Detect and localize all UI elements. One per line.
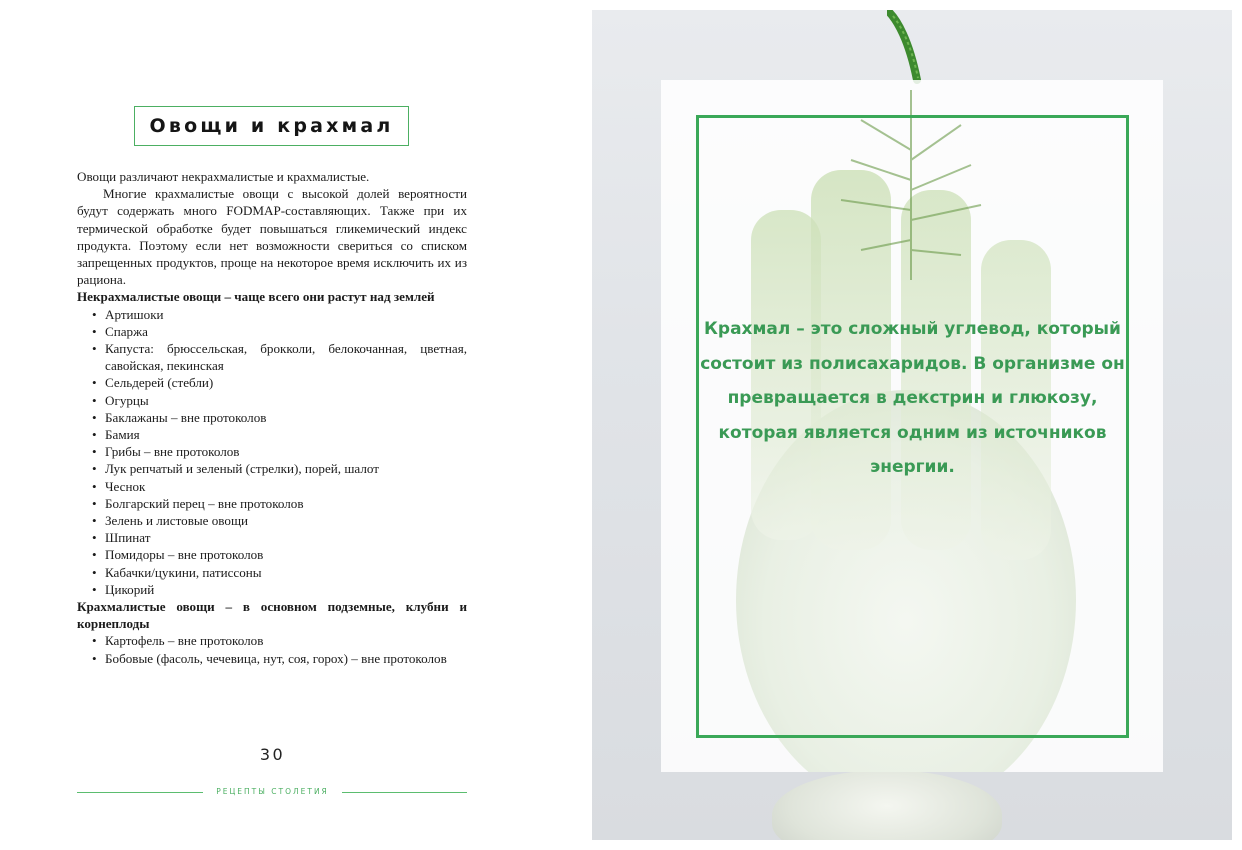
list-item: • Кабачки/цукини, патиссоны <box>105 564 467 581</box>
body-text <box>77 168 467 667</box>
starchy-heading: Крахмалистые овощи – в основном подземные, клубни и корнеплоды <box>77 599 467 632</box>
footer-rule-left <box>77 792 203 793</box>
list-item: • Огурцы <box>105 392 467 409</box>
quote-panel <box>661 80 1163 772</box>
list-item: • Бамия <box>105 426 467 443</box>
fennel-bulb-icon <box>772 770 1002 840</box>
list-item: • Цикорий <box>105 581 467 598</box>
nonstarchy-list <box>77 306 467 598</box>
list-item: • Бобовые (фасоль, чечевица, нут, соя, горох) – вне протоколов <box>105 650 467 667</box>
list-item: • Картофель – вне протоколов <box>105 632 467 649</box>
quote-text: Крахмал – это сложный углевод, который состоит из полисахаридов. В организме он превращается в декстрин и глюкозу, которая является одним из источников энергии. <box>700 319 1125 477</box>
starchy-list <box>77 632 467 666</box>
running-footer: РЕЦЕПТЫ СТОЛЕТИЯ <box>216 787 329 796</box>
page-number: 30 <box>259 745 286 764</box>
nonstarchy-heading: Некрахмалистые овощи – чаще всего они растут над землей <box>77 289 435 305</box>
list-item: • Капуста: брюссельская, брокколи, белокочанная, цветная, савойская, пекинская <box>105 340 467 374</box>
list-item: • Сельдерей (стебли) <box>105 374 467 391</box>
list-item: • Спаржа <box>105 323 467 340</box>
intro-paragraph-1: Овощи различают некрахмалистые и крахмалистые. <box>77 169 370 184</box>
fennel-stem-icon <box>887 10 931 90</box>
list-item: • Шпинат <box>105 529 467 546</box>
right-page-photo <box>592 10 1232 840</box>
intro-paragraph-2: Многие крахмалистые овощи с высокой долей вероятности будут содержать много FODMAP-составляющих. Также при их термической обработке будет повышаться гликемический индекс продукта. Поэтому если нет возможности свериться со списком запрещенных продуктов, проще на некоторое время исключить их из рациона. <box>77 186 467 288</box>
footer-rule-right <box>342 792 467 793</box>
list-item: • Артишоки <box>105 306 467 323</box>
chapter-title-box <box>134 106 409 146</box>
list-item: • Болгарский перец – вне протоколов <box>105 495 467 512</box>
list-item: • Помидоры – вне протоколов <box>105 546 467 563</box>
list-item: • Зелень и листовые овощи <box>105 512 467 529</box>
list-item: • Лук репчатый и зеленый (стрелки), порей, шалот <box>105 460 467 477</box>
left-page <box>0 0 592 850</box>
list-item: • Чеснок <box>105 478 467 495</box>
list-item: • Грибы – вне протоколов <box>105 443 467 460</box>
list-item: • Баклажаны – вне протоколов <box>105 409 467 426</box>
chapter-title: Овощи и крахмал <box>149 115 394 137</box>
